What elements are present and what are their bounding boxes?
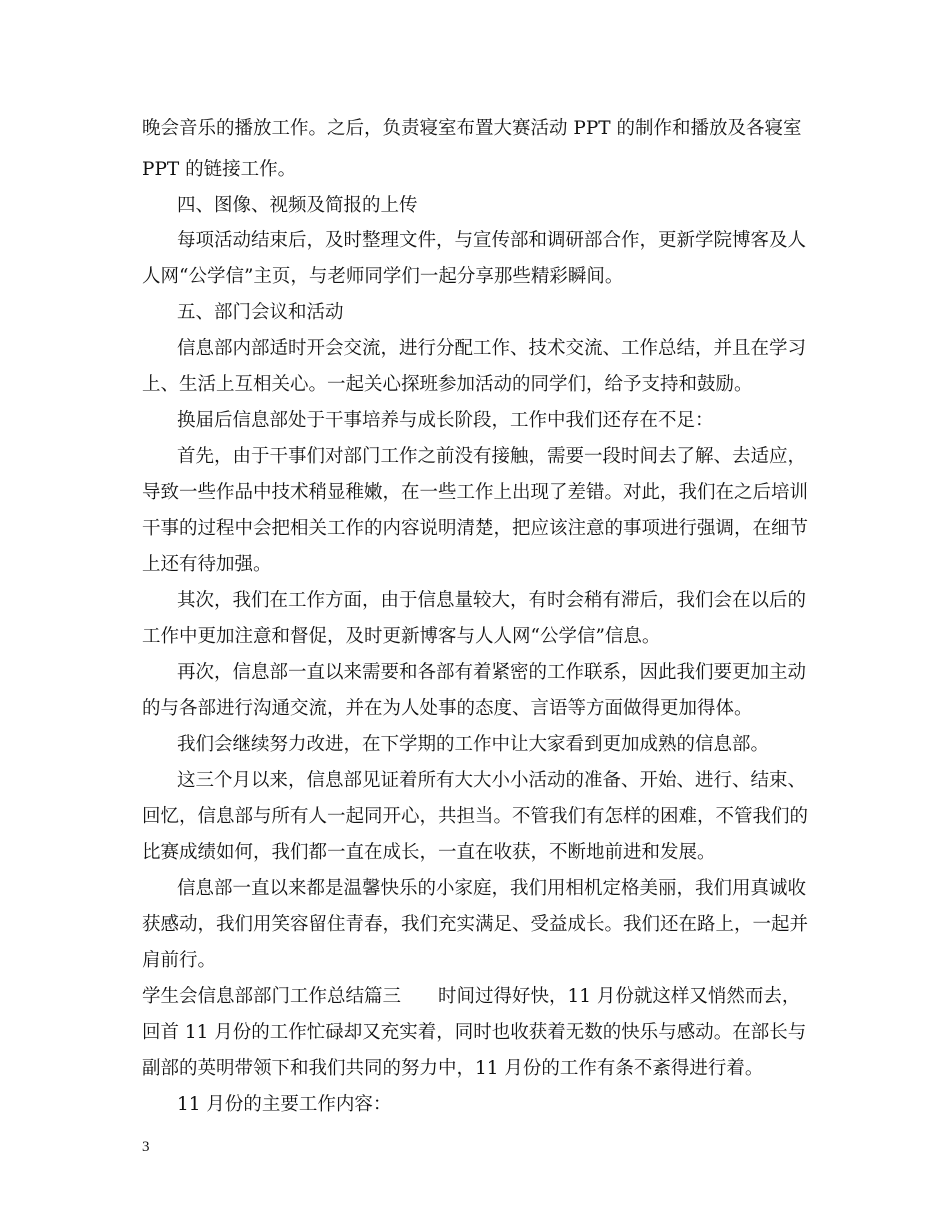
text-line: 信息部内部适时开会交流，进行分配工作、技术交流、工作总结，并且在学习 (177, 338, 807, 359)
text-line: 副部的英明带领下和我们共同的努力中，11 月份的工作有条不紊得进行着。 (142, 1058, 764, 1079)
text-line: 其次，我们在工作方面，由于信息量较大，有时会稍有滞后，我们会在以后的 (177, 590, 807, 611)
text-line: 换届后信息部处于干事培养与成长阶段，工作中我们还存在不足： (177, 410, 714, 431)
text-line: 回首 11 月份的工作忙碌却又充实着，同时也收获着无数的快乐与感动。在部长与 (142, 1022, 807, 1043)
text-line: 上还有待加强。 (142, 554, 272, 575)
text-line: 学生会信息部部门工作总结篇三 时间过得好快，11 月份就这样又悄然而去， (142, 986, 801, 1007)
page-number: 3 (142, 1139, 150, 1155)
text-line: 人网“公学信”主页，与老师同学们一起分享那些精彩瞬间。 (142, 266, 624, 287)
section-heading: 四、图像、视频及简报的上传 (177, 195, 418, 216)
text-line: 首先，由于干事们对部门工作之前没有接触，需要一段时间去了解、去适应， (177, 446, 807, 467)
text-line: PPT 的链接工作。 (142, 159, 297, 180)
text-line: 干事的过程中会把相关工作的内容说明清楚，把应该注意的事项进行强调，在细节 (142, 518, 809, 539)
text-line: 再次，信息部一直以来需要和各部有着紧密的工作联系，因此我们要更加主动 (177, 662, 807, 683)
text-line: 晚会音乐的播放工作。之后，负责寝室布置大赛活动 PPT 的制作和播放及各寝室 (142, 118, 802, 139)
text-line: 肩前行。 (142, 950, 217, 971)
text-line: 每项活动结束后，及时整理文件，与宣传部和调研部合作，更新学院博客及人 (177, 230, 807, 251)
text-line: 这三个月以来，信息部见证着所有大大小小活动的准备、开始、进行、结束、 (177, 770, 807, 791)
text-line: 回忆，信息部与所有人一起同开心，共担当。不管我们有怎样的困难，不管我们的 (142, 806, 809, 827)
text-line: 我们会继续努力改进，在下学期的工作中让大家看到更加成熟的信息部。 (177, 734, 770, 755)
text-line: 工作中更加注意和督促，及时更新博客与人人网“公学信”信息。 (142, 626, 661, 647)
text-line: 获感动，我们用笑容留住青春，我们充实满足、受益成长。我们还在路上，一起并 (142, 914, 809, 935)
text-line: 的与各部进行沟通交流，并在为人处事的态度、言语等方面做得更加得体。 (142, 698, 753, 719)
text-line: 上、生活上互相关心。一起关心探班参加活动的同学们，给予支持和鼓励。 (142, 374, 753, 395)
text-line: 导致一些作品中技术稍显稚嫩，在一些工作上出现了差错。对此，我们在之后培训 (142, 482, 809, 503)
text-line: 比赛成绩如何，我们都一直在成长，一直在收获，不断地前进和发展。 (142, 842, 716, 863)
text-line: 11 月份的主要工作内容： (177, 1094, 392, 1115)
text-line: 信息部一直以来都是温馨快乐的小家庭，我们用相机定格美丽，我们用真诚收 (177, 878, 807, 899)
section-heading: 五、部门会议和活动 (177, 302, 344, 323)
